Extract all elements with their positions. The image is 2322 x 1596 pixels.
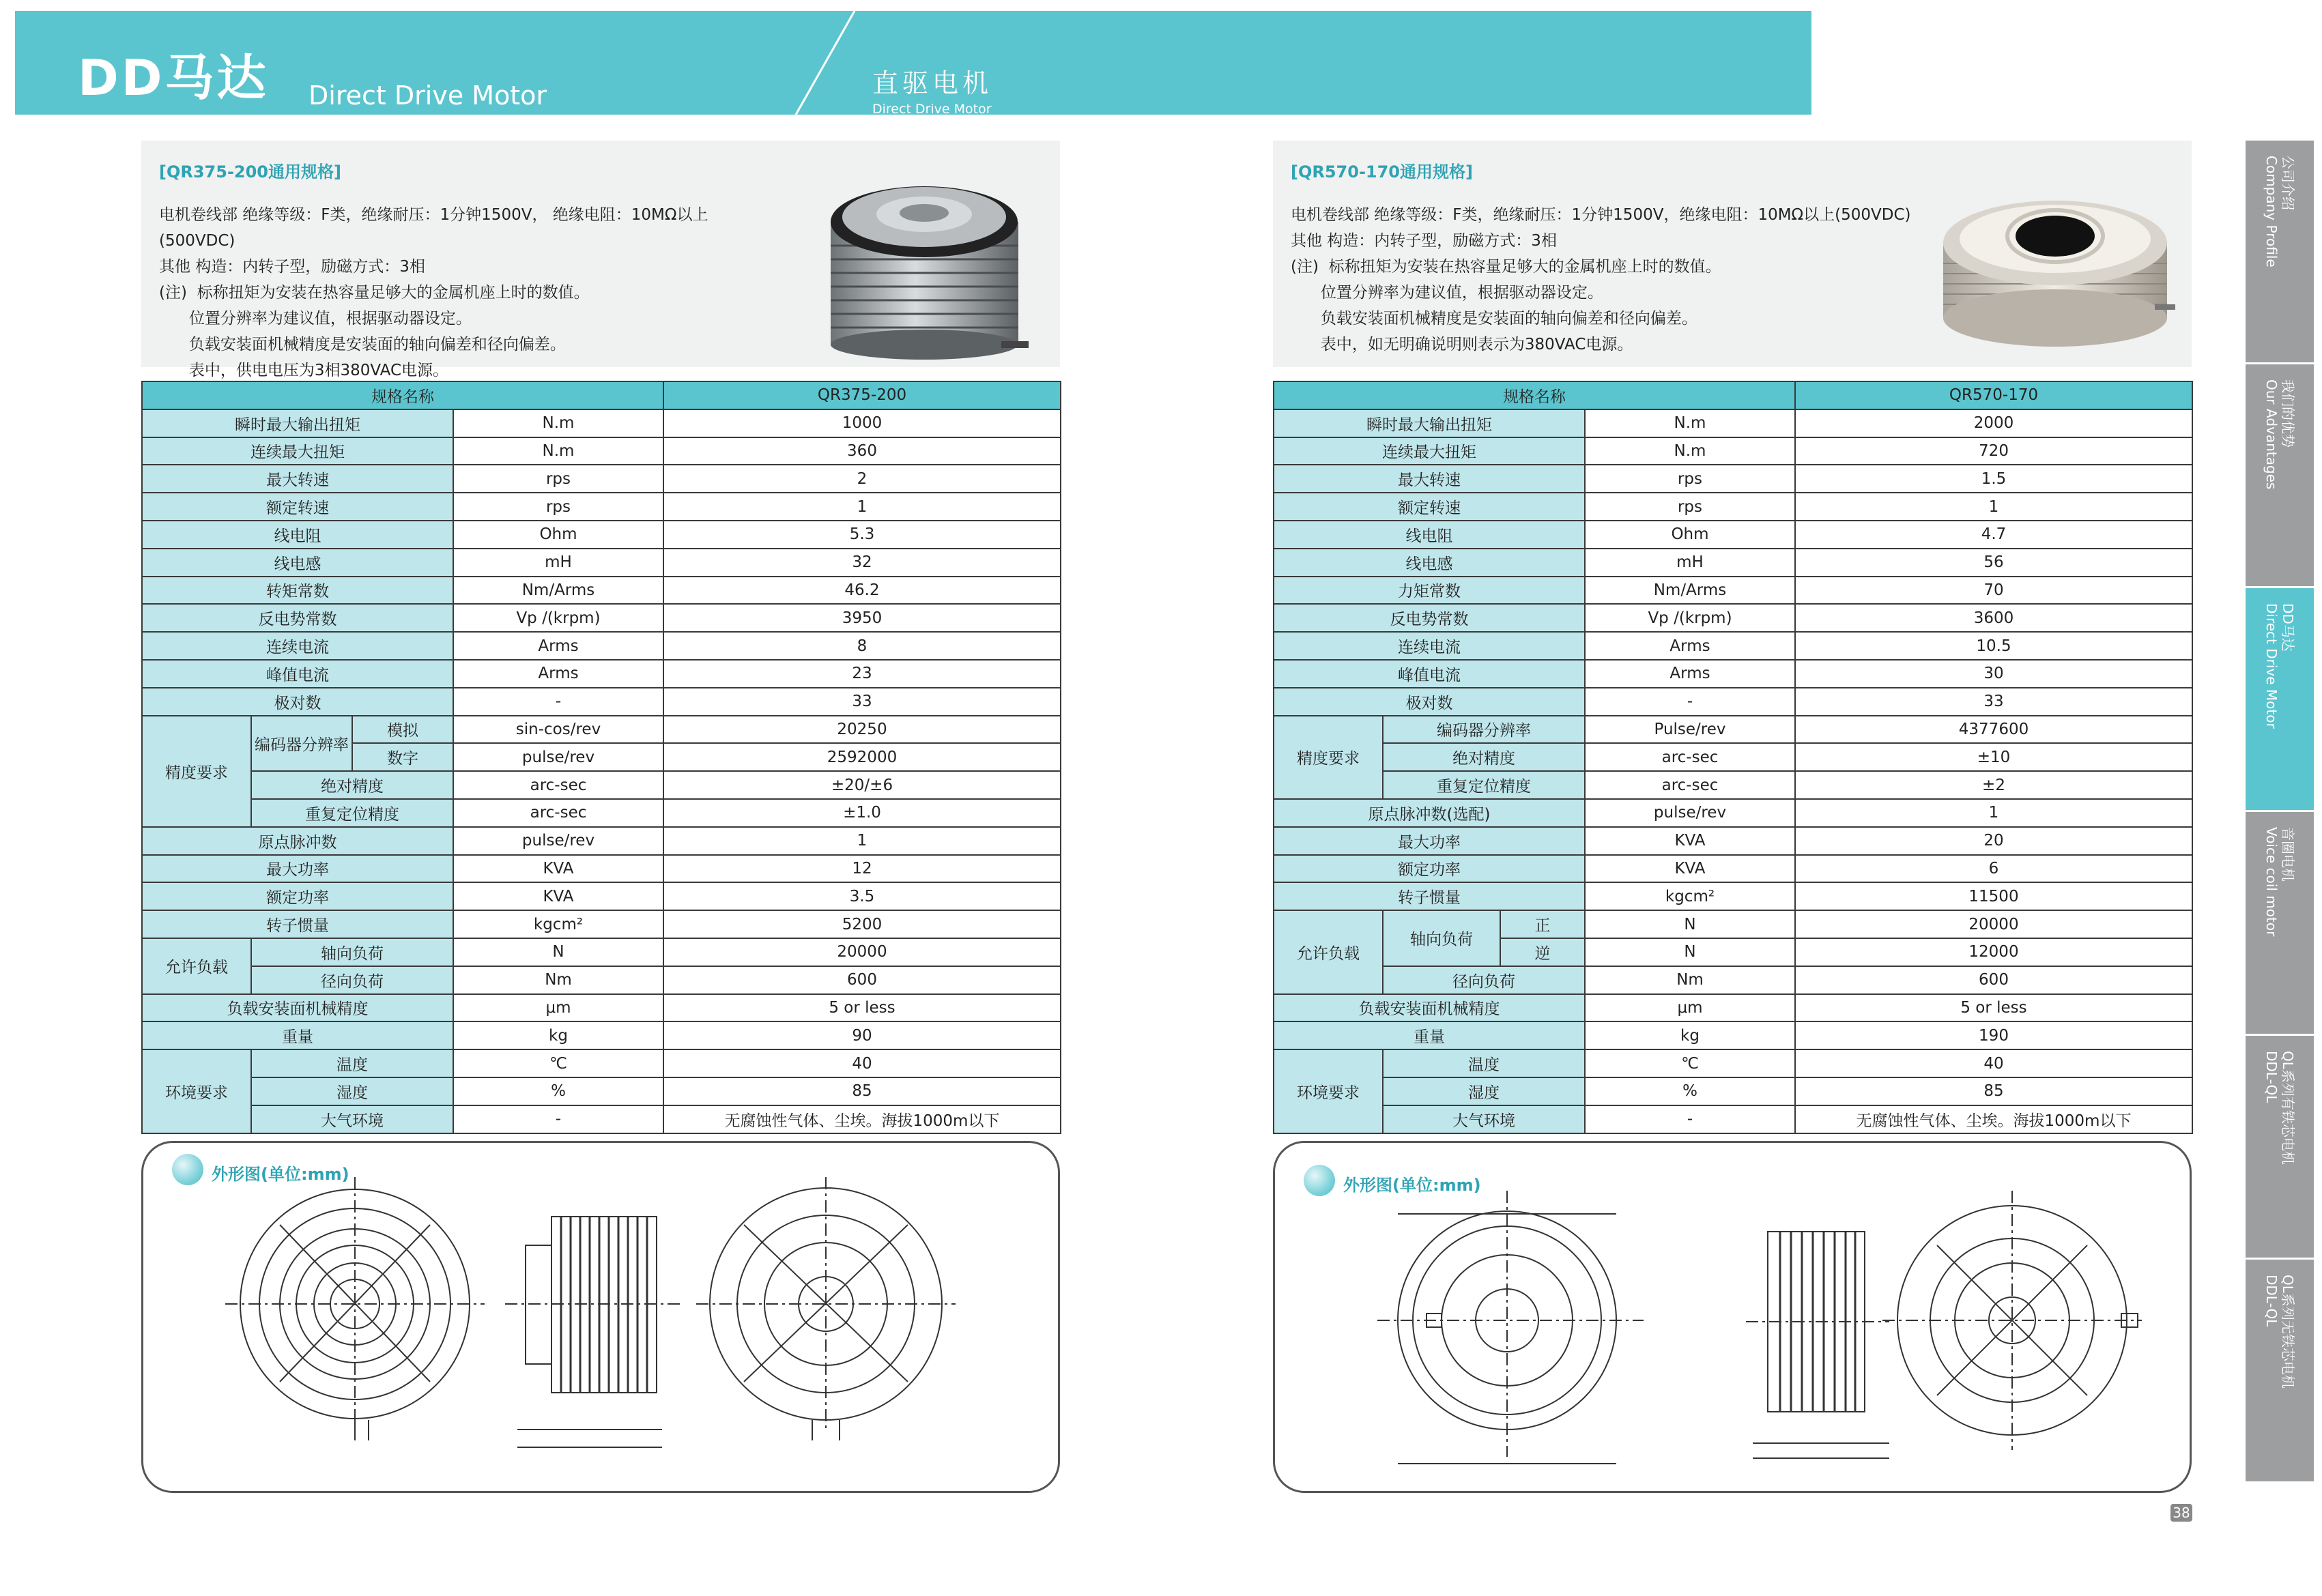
table-row: 湿度 % 85	[142, 1077, 1061, 1105]
table-row: 线电阻 Ohm 4.7	[1274, 521, 2192, 549]
right-drawing-title: 外形图(单位:mm)	[1343, 1176, 1481, 1195]
table-row: 湿度 % 85	[1274, 1077, 2192, 1105]
table-row: 精度要求 编码器分辨率 模拟 sin-cos/rev 20250	[142, 716, 1061, 744]
table-row: 线电感 mH 56	[1274, 549, 2192, 577]
note-line: 电机卷线部 绝缘等级：F类，绝缘耐压：1分钟1500V， 绝缘电阻：10MΩ以上	[159, 206, 708, 224]
motor-photo-qr570	[1928, 182, 2181, 359]
table-header-model: QR375-200	[663, 381, 1061, 409]
table-row: 负载安装面机械精度 μm 5 or less	[1274, 994, 2192, 1022]
table-row: 逆 N 12000	[1274, 938, 2192, 966]
table-row: 负载安装面机械精度 μm 5 or less	[142, 994, 1061, 1022]
table-row: 线电阻 Ohm 5.3	[142, 521, 1061, 549]
outline-drawing-qr375	[143, 1143, 1060, 1493]
page-title-en: Direct Drive Motor	[309, 81, 547, 111]
table-row: 峰值电流 Arms 30	[1274, 660, 2192, 688]
note-line: 其他 构造：内转子型，励磁方式：3相	[159, 258, 425, 276]
left-panel-notes	[159, 202, 708, 383]
tab-direct-drive-motor[interactable]: DD马达 Direct Drive Motor	[2246, 588, 2314, 812]
table-row: 转子惯量 kgcm² 5200	[142, 910, 1061, 938]
note-line: 位置分辨率为建议值，根据驱动器设定。	[159, 310, 472, 328]
table-row: 允许负载 轴向负荷 N 20000	[142, 938, 1061, 966]
table-row: 额定功率 KVA 3.5	[142, 882, 1061, 910]
tab-voice-coil-motor[interactable]: 音圈电机 Voice coil motor	[2246, 812, 2314, 1036]
table-row: 峰值电流 Arms 23	[142, 660, 1061, 688]
table-row: 重复定位精度 arc-sec ±1.0	[142, 799, 1061, 827]
right-drawing-panel	[1273, 1141, 2192, 1493]
motor-photo-qr375	[810, 157, 1035, 362]
note-line: 位置分辨率为建议值，根据驱动器设定。	[1291, 284, 1603, 302]
table-row: 连续电流 Arms 8	[142, 632, 1061, 660]
table-row: 连续最大扭矩 N.m 360	[142, 437, 1061, 465]
table-row: 环境要求 温度 ℃ 40	[142, 1049, 1061, 1077]
table-row: 绝对精度 arc-sec ±20/±6	[142, 771, 1061, 799]
table-row: 极对数 - 33	[1274, 688, 2192, 716]
table-row: 重量 kg 90	[142, 1021, 1061, 1049]
table-row: 精度要求 编码器分辨率 Pulse/rev 4377600	[1274, 716, 2192, 744]
right-panel-title: [QR570-170通用规格]	[1291, 162, 1473, 182]
group-label-env: 环境要求	[1274, 1049, 1383, 1133]
left-info-panel	[141, 141, 1060, 379]
table-row: 环境要求 温度 ℃ 40	[1274, 1049, 2192, 1077]
page-number: 38	[2170, 1504, 2192, 1522]
table-header-name: 规格名称	[142, 381, 663, 409]
table-row: 极对数 - 33	[142, 688, 1061, 716]
table-row: 绝对精度 arc-sec ±10	[1274, 743, 2192, 771]
group-label-load: 允许负载	[142, 938, 251, 994]
table-row: 最大转速 rps 1.5	[1274, 465, 2192, 493]
table-row: 最大转速 rps 2	[142, 465, 1061, 493]
table-row: 最大功率 KVA 12	[142, 855, 1061, 883]
note-line: 电机卷线部 绝缘等级：F类，绝缘耐压：1分钟1500V，绝缘电阻：10MΩ以上(500VDC)	[1291, 206, 1911, 224]
table-row: 转矩常数 Nm/Arms 46.2	[142, 577, 1061, 605]
tab-company-profile[interactable]: 公司介绍 Company Profile	[2246, 141, 2314, 364]
section-title: 直驱电机	[872, 68, 993, 98]
note-line: (注) 标称扭矩为安装在热容量足够大的金属机座上时的数值。	[1291, 258, 1721, 276]
note-line: 负载安装面机械精度是安装面的轴向偏差和径向偏差。	[1291, 310, 1697, 328]
table-row: 大气环境 - 无腐蚀性气体、尘埃。海拔1000m以下	[142, 1105, 1061, 1133]
table-row: 大气环境 - 无腐蚀性气体、尘埃。海拔1000m以下	[1274, 1105, 2192, 1133]
group-label-precision: 精度要求	[1274, 716, 1383, 799]
table-row: 瞬时最大输出扭矩 N.m 1000	[142, 409, 1061, 437]
right-info-panel	[1273, 141, 2192, 367]
left-drawing-panel	[141, 1141, 1060, 1493]
table-row: 原点脉冲数(选配) pulse/rev 1	[1274, 799, 2192, 827]
group-label-env: 环境要求	[142, 1049, 251, 1133]
note-line: (注) 标称扭矩为安装在热容量足够大的金属机座上时的数值。	[159, 284, 590, 302]
table-row: 径向负荷 Nm 600	[1274, 966, 2192, 994]
table-row: 力矩常数 Nm/Arms 70	[1274, 577, 2192, 605]
note-line: 负载安装面机械精度是安装面的轴向偏差和径向偏差。	[159, 336, 566, 353]
note-line: 其他 构造：内转子型，励磁方式：3相	[1291, 232, 1557, 250]
spec-table-qr570	[1273, 381, 2193, 1134]
left-drawing-title: 外形图(单位:mm)	[212, 1165, 349, 1184]
table-row: 重量 kg 190	[1274, 1021, 2192, 1049]
table-row: 瞬时最大输出扭矩 N.m 2000	[1274, 409, 2192, 437]
side-nav	[2246, 141, 2314, 1483]
table-row: 连续最大扭矩 N.m 720	[1274, 437, 2192, 465]
tab-ql-iron-core[interactable]: QL系列有铁芯电机 DDL-QL	[2246, 1036, 2314, 1260]
table-row: 径向负荷 Nm 600	[142, 966, 1061, 994]
header-banner	[15, 11, 1811, 115]
table-header-model: QR570-170	[1795, 381, 2192, 409]
spec-table-qr375	[141, 381, 1061, 1134]
note-line: 表中，如无明确说明则表示为380VAC电源。	[1291, 336, 1633, 353]
table-row: 反电势常数 Vp /(krpm) 3600	[1274, 604, 2192, 632]
table-row: 额定转速 rps 1	[1274, 493, 2192, 521]
table-row: 连续电流 Arms 10.5	[1274, 632, 2192, 660]
table-row: 数字 pulse/rev 2592000	[142, 743, 1061, 771]
left-panel-title: [QR375-200通用规格]	[159, 162, 341, 182]
table-row: 反电势常数 Vp /(krpm) 3950	[142, 604, 1061, 632]
table-row: 重复定位精度 arc-sec ±2	[1274, 771, 2192, 799]
table-row: 允许负载 轴向负荷 正 N 20000	[1274, 910, 2192, 938]
table-row: 额定转速 rps 1	[142, 493, 1061, 521]
note-line: 表中，供电电压为3相380VAC电源。	[159, 362, 449, 379]
table-row: 线电感 mH 32	[142, 549, 1061, 577]
group-label-load: 允许负载	[1274, 910, 1383, 993]
section-title-en: Direct Drive Motor	[872, 102, 992, 117]
table-header-name: 规格名称	[1274, 381, 1795, 409]
table-row: 原点脉冲数 pulse/rev 1	[142, 827, 1061, 855]
page-title: DD马达	[78, 49, 269, 106]
table-row: 额定功率 KVA 6	[1274, 855, 2192, 883]
table-row: 最大功率 KVA 20	[1274, 827, 2192, 855]
tab-ql-ironless[interactable]: QL系列无铁芯电机 DDL-QL	[2246, 1260, 2314, 1483]
note-line: (500VDC)	[159, 232, 235, 250]
outline-drawing-qr570	[1275, 1143, 2192, 1493]
banner-divider-icon	[786, 11, 861, 115]
table-row: 转子惯量 kgcm² 11500	[1274, 882, 2192, 910]
right-panel-notes	[1291, 202, 1910, 358]
tab-our-advantages[interactable]: 我们的优势 Our Advantages	[2246, 364, 2314, 588]
group-label-precision: 精度要求	[142, 716, 251, 827]
